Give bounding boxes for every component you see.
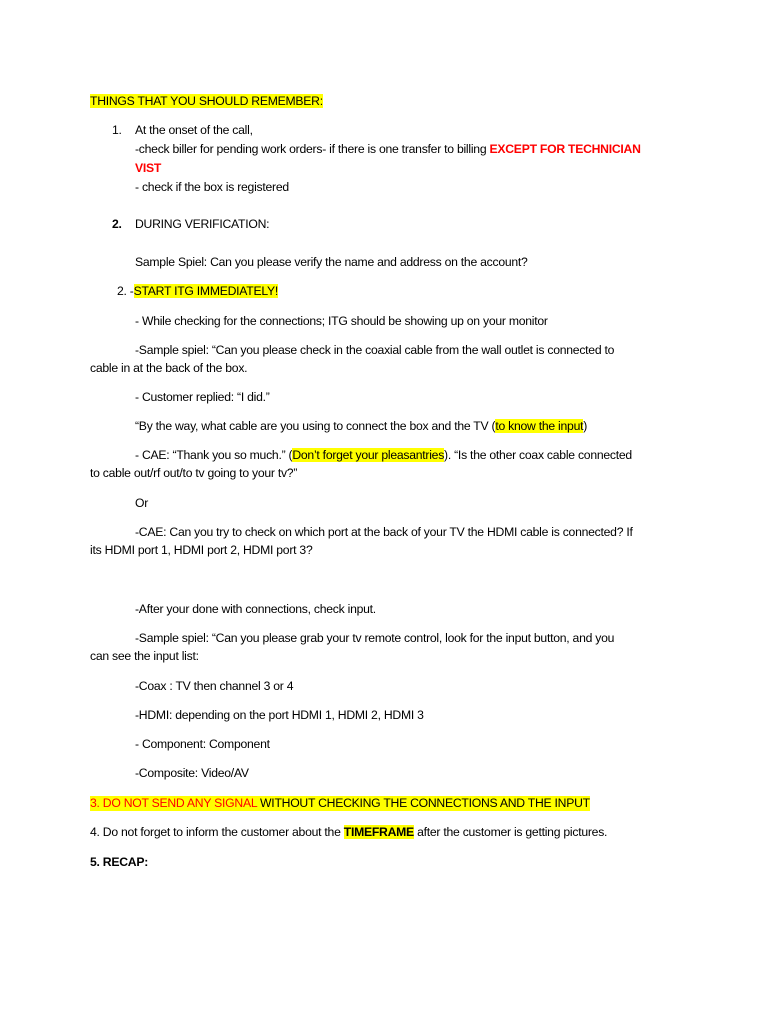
item2b-p8-line1: -Sample spiel: “Can you please grab your tv remote control, look for the input button, and you [135,631,615,645]
item2b-p4-end: ) [583,419,588,433]
item4-text: 4. Do not forget to inform the customer about the [90,825,344,839]
item1-number: 1. [112,123,122,137]
item4-highlight: TIMEFRAME [343,825,414,839]
input-list-item: -Coax : TV then channel 3 or 4 [135,679,294,693]
item2b-highlight: START ITG IMMEDIATELY! [133,284,278,298]
item3-line [90,796,590,811]
item2-number: 2. [112,217,122,231]
item4-end: after the customer is getting pictures. [413,825,608,839]
item2b-p6-line1: -CAE: Can you try to check on which port at the back of your TV the HDMI cable is connected? If [135,525,633,539]
item3-red-text: 3. DO NOT SEND ANY SIGNAL [90,796,257,810]
item2-heading: DURING VERIFICATION: [135,217,270,231]
item2b-p6-line2: its HDMI port 1, HDMI port 2, HDMI port 3? [90,543,313,557]
item1-line2: - check if the box is registered [135,180,289,194]
item2b-p5-text: - CAE: “Thank you so much.” ( [135,448,293,462]
item2b-heading [117,284,278,299]
input-list-item: - Component: Component [135,737,270,751]
item1-red-text: EXCEPT FOR TECHNICIAN [489,142,641,156]
item2b-prefix: 2. - [117,284,134,298]
item3-rest: WITHOUT CHECKING THE CONNECTIONS AND THE INPUT [256,796,590,810]
item2b-p5-line2: to cable out/rf out/to tv going to your tv?” [90,466,298,480]
title-highlight: THINGS THAT YOU SHOULD REMEMBER: [90,94,323,108]
item2b-p3: - Customer replied: “I did.” [135,390,270,404]
item2b-p4-highlight: to know the input [495,419,584,433]
input-list-item: -HDMI: depending on the port HDMI 1, HDMI 2, HDMI 3 [135,708,424,722]
input-list-item: -Composite: Video/AV [135,766,249,780]
item5-recap: 5. RECAP: [90,855,149,869]
item2b-p4 [135,419,587,434]
item2b-p5-highlight: Don’t forget your pleasantries [292,448,445,462]
item2b-p5 [135,448,632,463]
item1-line1 [135,142,641,157]
item1-red-continued: VIST [135,161,162,175]
item2b-p2-line2: cable in at the back of the box. [90,361,248,375]
item1-line1-text: -check biller for pending work orders- if there is one transfer to billing [135,142,490,156]
title [90,94,323,109]
item2b-p2-line1: -Sample spiel: “Can you please check in the coaxial cable from the wall outlet is connected to [135,343,615,357]
item2-spiel: Sample Spiel: Can you please verify the name and address on the account? [135,255,528,269]
item2b-p7: -After your done with connections, check input. [135,602,376,616]
item2b-p8-line2: can see the input list: [90,649,199,663]
item2b-p1: - While checking for the connections; ITG should be showing up on your monitor [135,314,548,328]
item1-heading: At the onset of the call, [135,123,253,137]
item2b-p4-text: “By the way, what cable are you using to connect the box and the TV ( [135,419,496,433]
item2b-or: Or [135,496,149,510]
item4-line [90,825,607,840]
item2b-p5-end: ). “Is the other coax cable connected [444,448,632,462]
